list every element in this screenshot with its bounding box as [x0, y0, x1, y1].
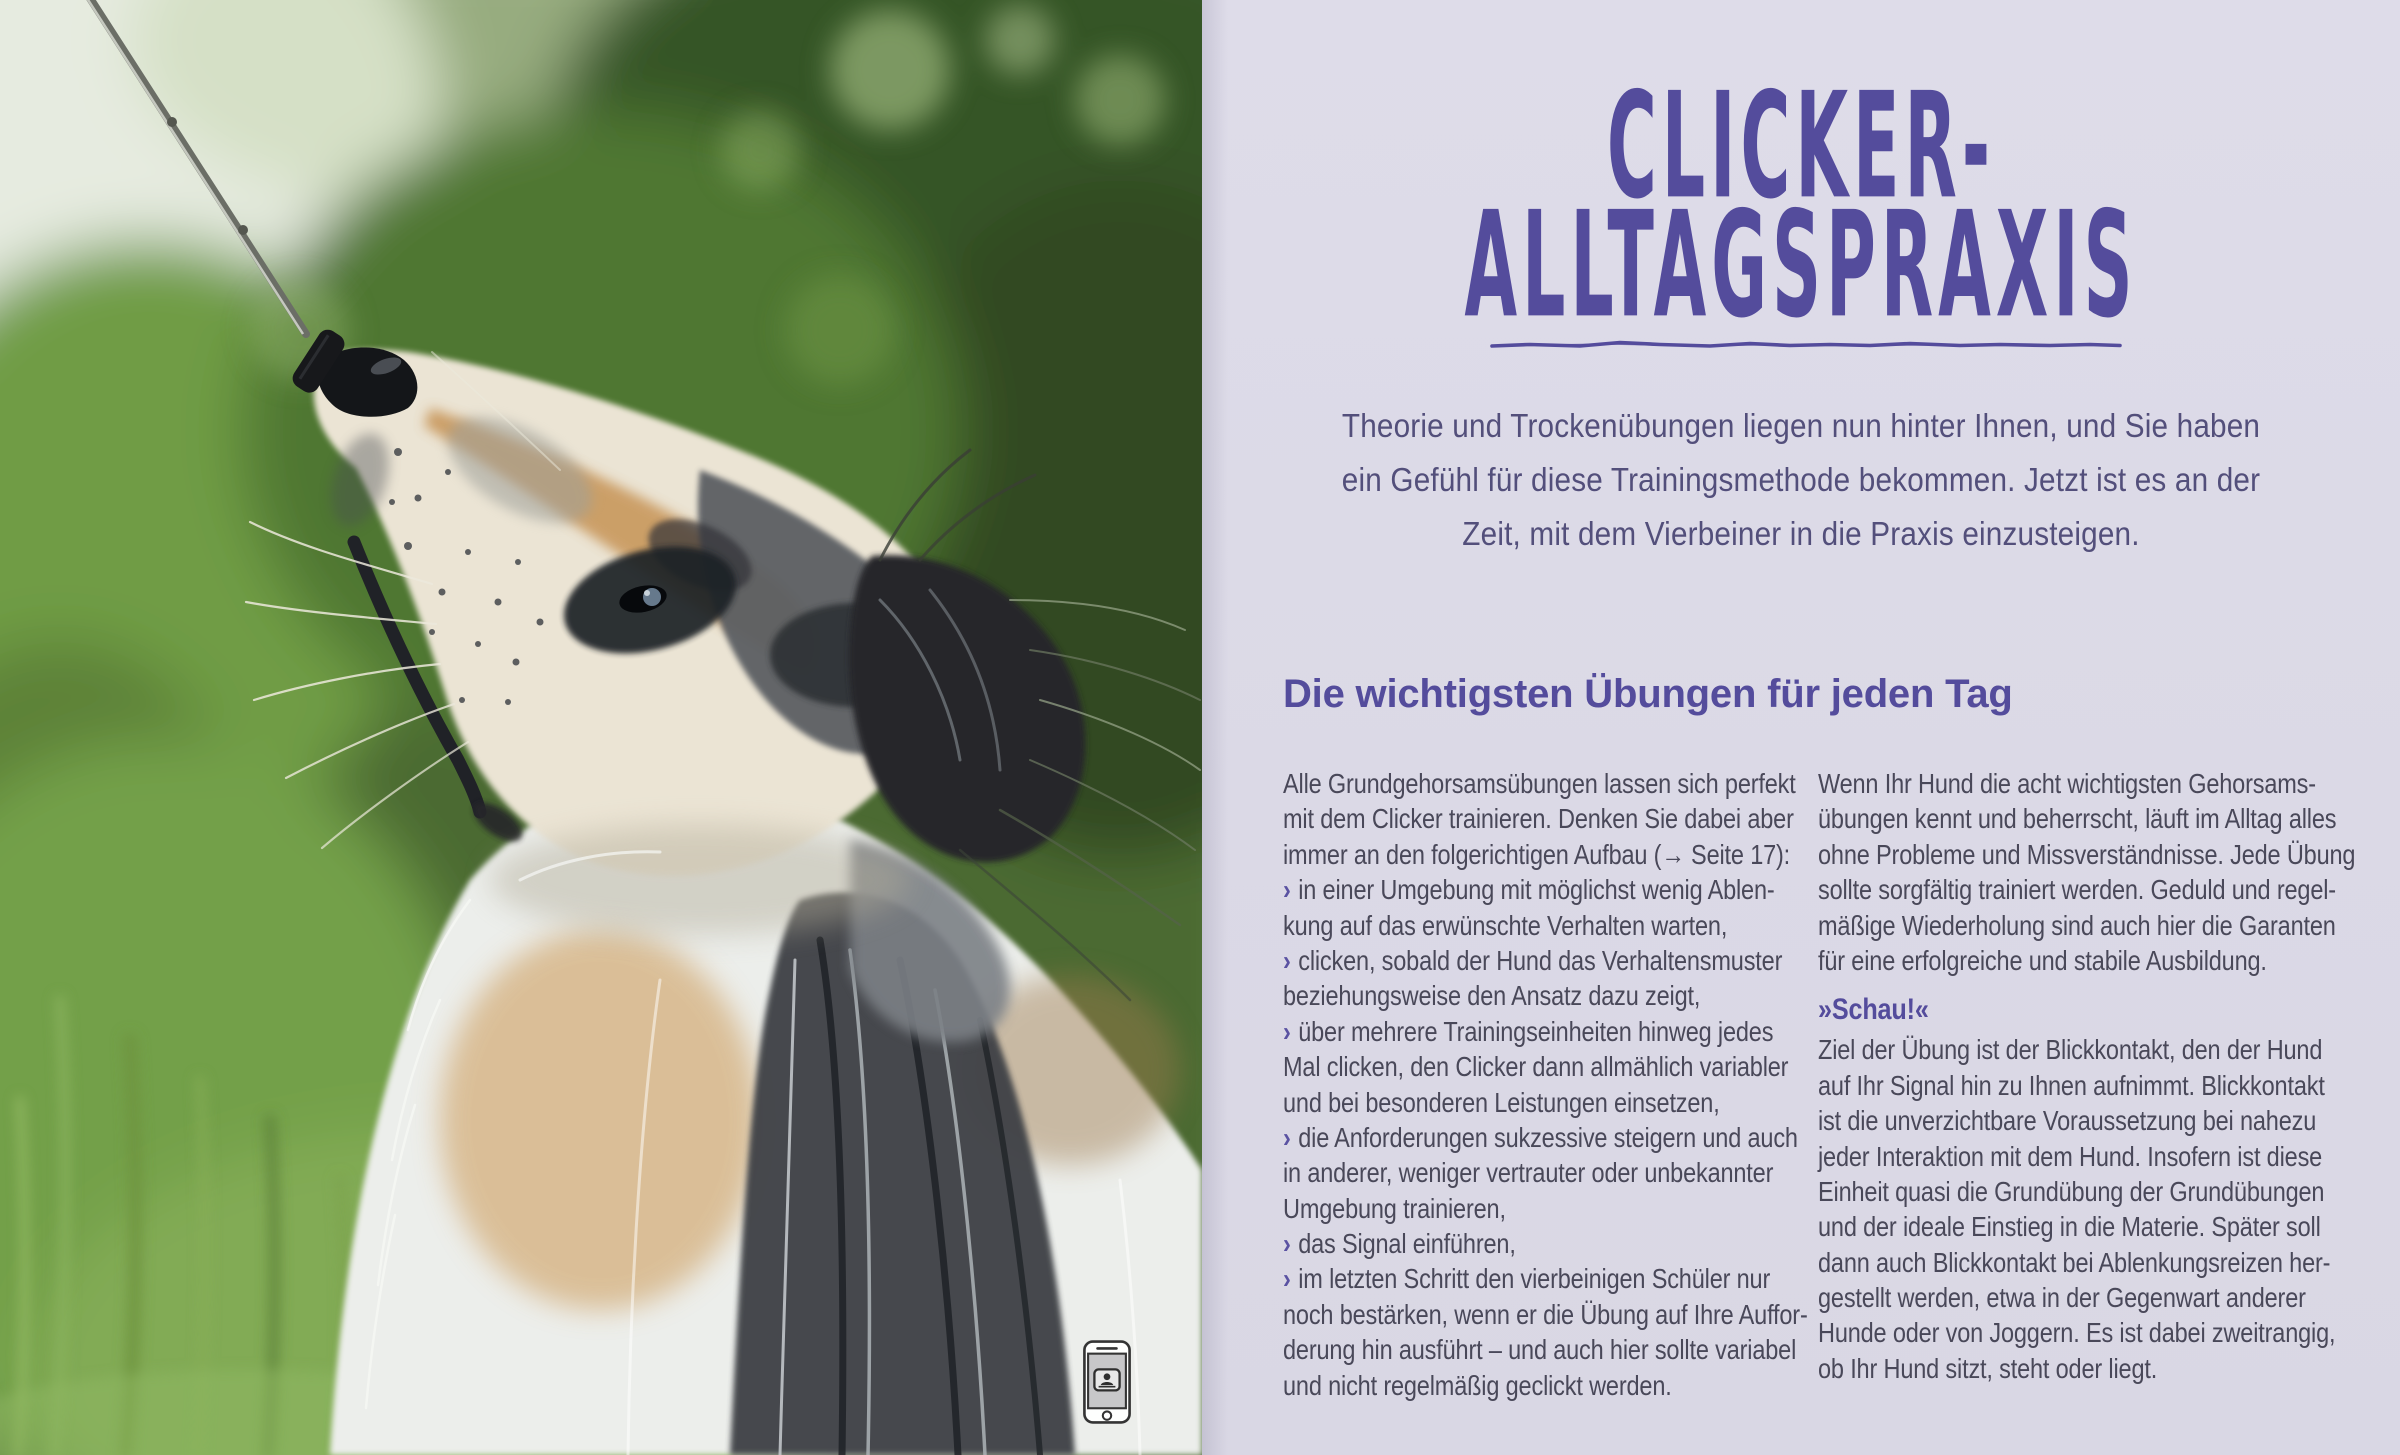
text-line: ob Ihr Hund sitzt, steht oder liegt.: [1818, 1352, 2158, 1384]
text-line: noch bestärken, wenn er die Übung auf Ihre Auffor-: [1283, 1298, 1808, 1330]
text-line: gestellt werden, etwa in der Gegenwart anderer: [1818, 1282, 2306, 1314]
text-page: [1202, 0, 2400, 1455]
chapter-title-line1: CLICKER-: [1606, 63, 1996, 233]
text-line: ist die unverzichtbare Voraussetzung bei nahezu: [1818, 1105, 2317, 1137]
phone-video-icon: [1082, 1340, 1132, 1424]
text-line: › im letzten Schritt den vierbeinigen Schüler nur: [1283, 1263, 1771, 1295]
text-line: Ziel der Übung ist der Blickkontakt, den der Hund: [1818, 1034, 2323, 1066]
right-column-paragraph-2: [1818, 1032, 2336, 1386]
text-line: › clicken, sobald der Hund das Verhaltensmuster: [1283, 944, 1783, 976]
bullet-icon: ›: [1283, 1015, 1291, 1047]
title-divider: [1490, 338, 2122, 352]
text-line: und der ideale Einstieg in die Materie. Später soll: [1818, 1211, 2321, 1243]
text-line: und bei besonderen Leistungen einsetzen,: [1283, 1086, 1720, 1118]
text-line: Mal clicken, den Clicker dann allmählich variabler: [1283, 1051, 1789, 1083]
bullet-icon: ›: [1283, 944, 1291, 976]
bullet-icon: ›: [1283, 874, 1291, 906]
text-line: derung hin ausführt – und auch hier sollte variabel: [1283, 1334, 1797, 1366]
chapter-title-line2: ALLTAGSPRAXIS: [1464, 182, 2138, 352]
text-line: beziehungsweise den Ansatz dazu zeigt,: [1283, 980, 1701, 1012]
text-line: Zeit, mit dem Vierbeiner in die Praxis einzusteigen.: [1462, 515, 2140, 552]
bullet-icon: ›: [1283, 1263, 1291, 1295]
right-column-paragraph-1: [1818, 766, 2356, 978]
text-line: Theorie und Trockenübungen liegen nun hinter Ihnen, und Sie haben: [1341, 407, 2261, 444]
text-line: Hunde oder von Joggern. Es ist dabei zweitrangig,: [1818, 1317, 2336, 1349]
bullet-icon: ›: [1283, 1228, 1291, 1260]
section-heading: Die wichtigsten Übungen für jeden Tag: [1283, 672, 2013, 716]
left-column: [1283, 766, 1808, 1403]
text-line: jeder Interaktion mit dem Hund. Insofern ist diese: [1818, 1140, 2323, 1172]
text-line: ohne Probleme und Missverständnisse. Jede Übung: [1818, 838, 2356, 870]
text-line: mäßige Wiederholung sind auch hier die Garanten: [1818, 909, 2336, 941]
exercise-subheading: »Schau!«: [1818, 993, 1929, 1027]
text-line: auf Ihr Signal hin zu Ihnen aufnimmt. Blickkontakt: [1818, 1069, 2325, 1101]
text-line: für eine erfolgreiche und stabile Ausbildung.: [1818, 944, 2267, 976]
text-line: und nicht regelmäßig geclickt werden.: [1283, 1369, 1672, 1401]
text-line: › das Signal einführen,: [1283, 1228, 1516, 1260]
text-line: übungen kennt und beherrscht, läuft im Alltag alles: [1818, 803, 2337, 835]
bullet-icon: ›: [1283, 1121, 1291, 1153]
text-line: sollte sorgfältig trainiert werden. Geduld und regel-: [1818, 874, 2336, 906]
intro-paragraph: [1262, 399, 2340, 561]
text-line: › über mehrere Trainingseinheiten hinweg jedes: [1283, 1015, 1774, 1047]
text-line: ein Gefühl für diese Trainingsmethode bekommen. Jetzt ist es an der: [1341, 461, 2261, 498]
text-line: › in einer Umgebung mit möglichst wenig Ablen-: [1283, 874, 1775, 906]
text-line: Alle Grundgehorsamsübungen lassen sich perfekt: [1283, 768, 1796, 799]
text-line: dann auch Blickkontakt bei Ablenkungsreizen her-: [1818, 1246, 2331, 1278]
text-line: mit dem Clicker trainieren. Denken Sie dabei aber: [1283, 803, 1794, 835]
right-column: [1818, 766, 2356, 1386]
text-line: kung auf das erwünschte Verhalten warten,: [1283, 909, 1728, 941]
text-line: Umgebung trainieren,: [1283, 1192, 1506, 1224]
text-line: Wenn Ihr Hund die acht wichtigsten Gehorsams-: [1818, 768, 2316, 799]
text-line: Einheit quasi die Grundübung der Grundübungen: [1818, 1175, 2325, 1207]
text-line: in anderer, weniger vertrauter oder unbekannter: [1283, 1157, 1774, 1189]
text-line: › die Anforderungen sukzessive steigern und auch: [1283, 1121, 1798, 1153]
text-line: immer an den folgerichtigen Aufbau (→ Seite 17):: [1283, 838, 1791, 870]
